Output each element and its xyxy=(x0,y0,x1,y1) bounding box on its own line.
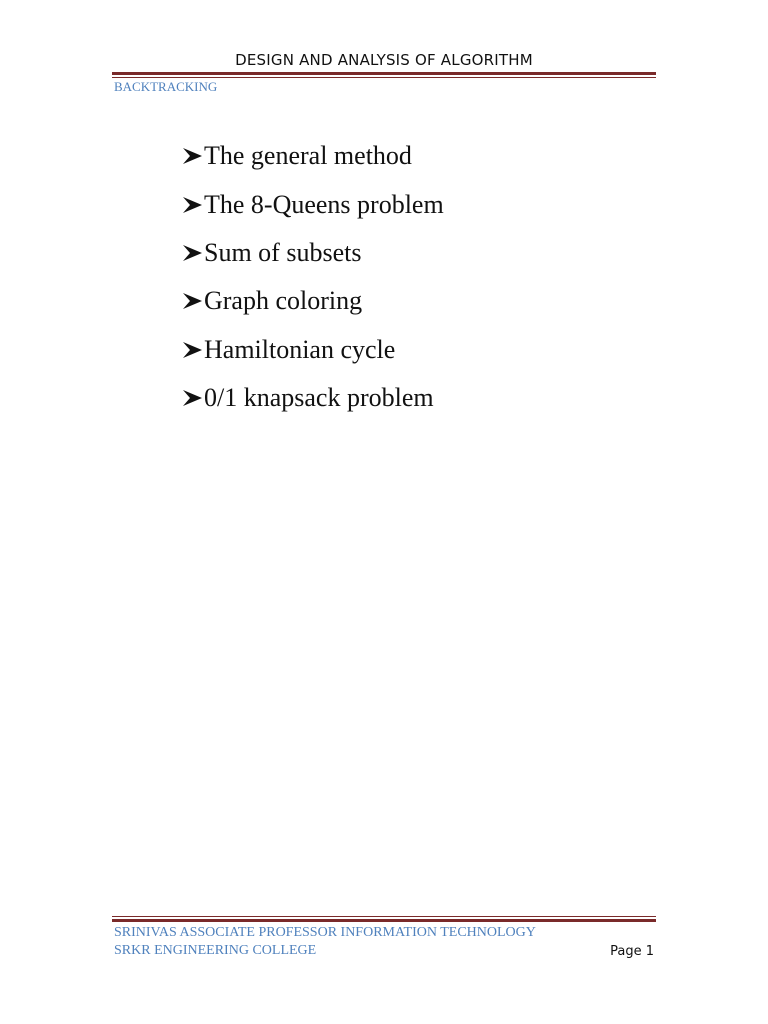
page-number: Page 1 xyxy=(610,944,654,959)
header-rule-thick xyxy=(112,72,656,75)
list-item xyxy=(182,326,444,374)
arrow-bullet-icon xyxy=(182,196,203,214)
footer-rule-thin xyxy=(112,916,656,917)
header-rule-thin xyxy=(112,77,656,78)
arrow-bullet-icon xyxy=(182,147,203,165)
section-label: BACKTRACKING xyxy=(114,79,218,94)
list-item xyxy=(182,277,444,325)
topic-label: The 8-Queens problem xyxy=(204,189,444,219)
list-item xyxy=(182,132,444,180)
footer-author: SRINIVAS ASSOCIATE PROFESSOR INFORMATION TECHNOLOGY xyxy=(114,925,536,940)
list-item xyxy=(182,229,444,277)
arrow-bullet-icon xyxy=(182,292,203,310)
topic-label: 0/1 knapsack problem xyxy=(204,383,434,413)
arrow-bullet-icon xyxy=(182,389,203,407)
footer-rule-thick xyxy=(112,919,656,922)
topic-list xyxy=(182,132,444,422)
list-item xyxy=(182,180,444,228)
topic-label: Graph coloring xyxy=(204,286,363,316)
topic-label: Hamiltonian cycle xyxy=(204,334,396,364)
document-header-title: DESIGN AND ANALYSIS OF ALGORITHM xyxy=(235,51,533,69)
arrow-bullet-icon xyxy=(182,341,203,359)
footer-college: SRKR ENGINEERING COLLEGE xyxy=(114,943,317,958)
arrow-bullet-icon xyxy=(182,244,203,262)
list-item xyxy=(182,374,444,422)
topic-label: Sum of subsets xyxy=(204,237,362,267)
topic-label: The general method xyxy=(204,141,412,171)
